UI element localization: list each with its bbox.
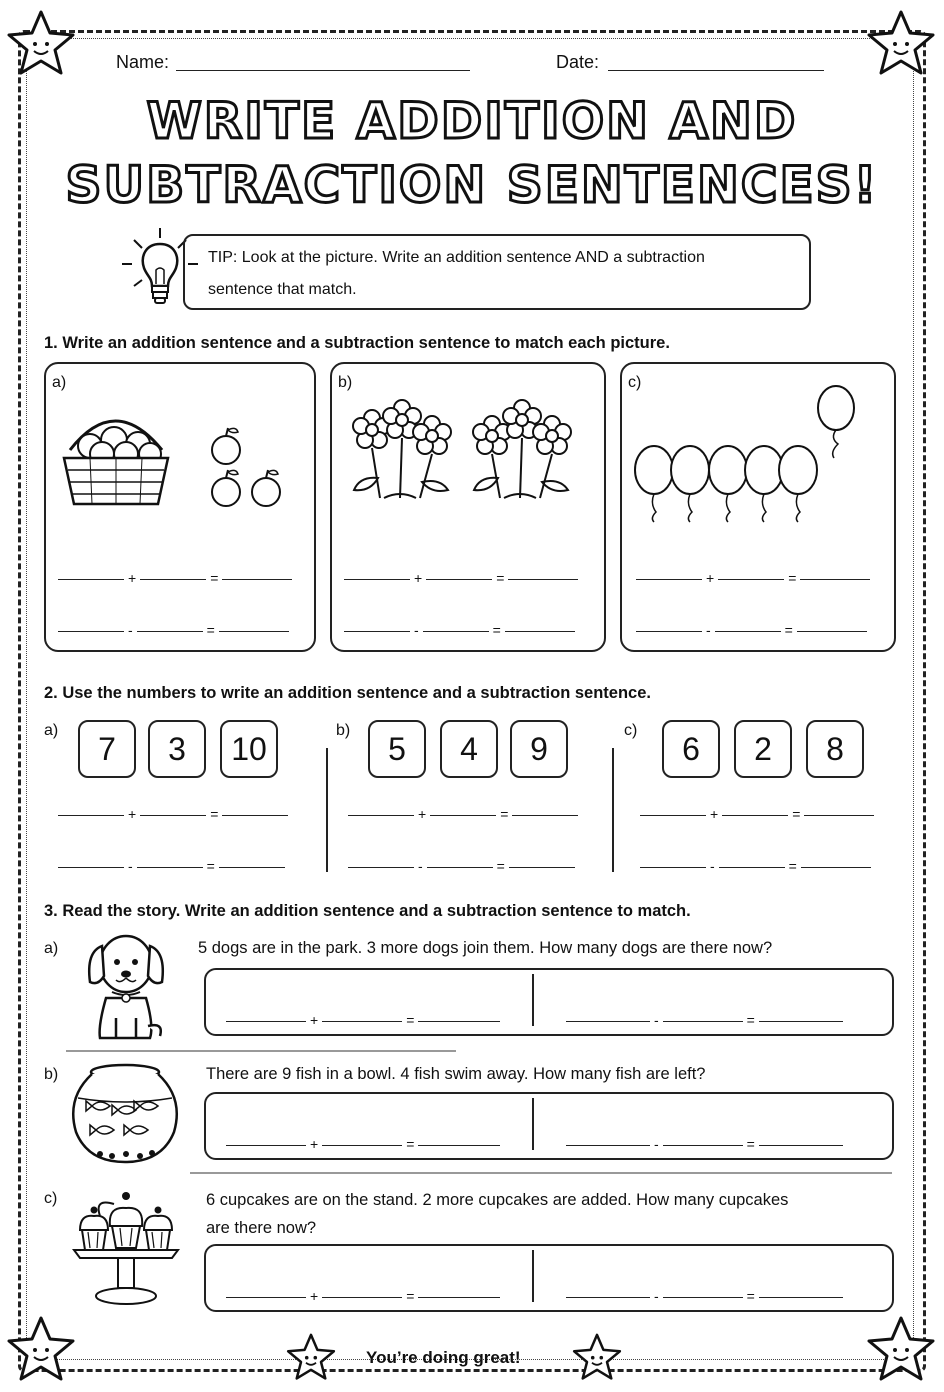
divider — [532, 1250, 534, 1302]
minus-sign: - — [418, 858, 423, 874]
date-label: Date: — [556, 52, 600, 72]
plus-sign: + — [310, 1012, 319, 1028]
footer-message: You’re doing great! — [366, 1348, 521, 1367]
answer-blank[interactable] — [140, 578, 206, 580]
star-icon — [6, 1314, 76, 1384]
subtraction-sentence — [344, 616, 575, 638]
answer-blank[interactable] — [418, 1020, 500, 1022]
plus-sign: + — [128, 806, 137, 822]
answer-blank[interactable] — [715, 630, 781, 632]
equals-sign: = — [406, 1012, 415, 1028]
number-card: 6 — [662, 720, 720, 778]
name-field[interactable] — [176, 70, 470, 71]
answer-blank[interactable] — [797, 630, 867, 632]
answer-blank[interactable] — [222, 578, 292, 580]
plus-sign: + — [710, 806, 719, 822]
story-text-line2: are there now? — [206, 1219, 317, 1237]
answer-blank[interactable] — [219, 866, 285, 868]
answer-blank[interactable] — [663, 1296, 743, 1298]
q2-group-label: a) — [44, 722, 59, 739]
answer-blank[interactable] — [348, 866, 414, 868]
equals-sign: = — [746, 1288, 755, 1304]
answer-blank[interactable] — [800, 578, 870, 580]
equals-sign: = — [406, 1136, 415, 1152]
fishbowl-icon — [70, 1058, 180, 1166]
number-card: 3 — [148, 720, 206, 778]
answer-blank[interactable] — [58, 866, 124, 868]
answer-blank[interactable] — [505, 630, 575, 632]
answer-blank[interactable] — [58, 630, 124, 632]
number-card: 2 — [734, 720, 792, 778]
answer-blank[interactable] — [722, 814, 788, 816]
star-icon — [6, 8, 76, 78]
answer-blank[interactable] — [663, 1144, 743, 1146]
answer-blank[interactable] — [719, 866, 785, 868]
minus-sign: - — [128, 622, 133, 638]
number-card: 8 — [806, 720, 864, 778]
question-3-heading: 3. Read the story. Write an addition sentence and a subtraction sentence to match. — [44, 902, 691, 920]
addition-sentence — [226, 1130, 500, 1152]
answer-blank[interactable] — [58, 814, 124, 816]
subtraction-sentence — [636, 616, 867, 638]
story-text: 6 cupcakes are on the stand. 2 more cupcakes are added. How many cupcakes — [206, 1191, 789, 1209]
answer-blank[interactable] — [804, 814, 874, 816]
q2-group-label: c) — [624, 722, 638, 739]
equals-sign: = — [496, 858, 505, 874]
addition-sentence — [226, 1006, 500, 1028]
subtraction-sentence — [566, 1130, 843, 1152]
addition-sentence — [348, 800, 578, 822]
equals-sign: = — [206, 858, 215, 874]
minus-sign: - — [414, 622, 419, 638]
answer-blank[interactable] — [58, 578, 124, 580]
answer-blank[interactable] — [566, 1296, 650, 1298]
divider — [326, 748, 328, 872]
answer-blank[interactable] — [566, 1144, 650, 1146]
equals-sign: = — [746, 1012, 755, 1028]
answer-blank[interactable] — [426, 578, 492, 580]
answer-blank[interactable] — [718, 578, 784, 580]
number-card: 4 — [440, 720, 498, 778]
minus-sign: - — [654, 1012, 659, 1028]
number-card: 5 — [368, 720, 426, 778]
addition-sentence — [58, 564, 292, 586]
apple-basket-icon — [60, 402, 296, 520]
q1-panel-label: a) — [52, 374, 67, 391]
answer-blank[interactable] — [226, 1144, 306, 1146]
divider — [532, 974, 534, 1026]
answer-blank[interactable] — [759, 1296, 843, 1298]
q1-panel-label: c) — [628, 374, 642, 391]
subtraction-sentence — [566, 1282, 843, 1304]
answer-blank[interactable] — [344, 630, 410, 632]
equals-sign: = — [406, 1288, 415, 1304]
story-text: There are 9 fish in a bowl. 4 fish swim away. How many fish are left? — [206, 1065, 706, 1083]
equals-sign: = — [788, 858, 797, 874]
number-card: 7 — [78, 720, 136, 778]
dog-icon — [84, 926, 168, 1044]
star-icon — [866, 8, 936, 78]
subtraction-sentence — [348, 852, 575, 874]
answer-blank[interactable] — [636, 578, 702, 580]
answer-blank[interactable] — [348, 814, 414, 816]
addition-sentence — [226, 1282, 500, 1304]
plus-sign: + — [414, 570, 423, 586]
plus-sign: + — [418, 806, 427, 822]
number-card: 9 — [510, 720, 568, 778]
addition-sentence — [640, 800, 874, 822]
story-text: 5 dogs are in the park. 3 more dogs join them. How many dogs are there now? — [198, 939, 773, 957]
star-icon — [572, 1332, 622, 1382]
answer-blank[interactable] — [759, 1144, 843, 1146]
addition-sentence — [344, 564, 578, 586]
plus-sign: + — [128, 570, 137, 586]
page-title-line1: WRITE ADDITION AND — [146, 92, 798, 150]
plus-sign: + — [310, 1288, 319, 1304]
star-icon — [286, 1332, 336, 1382]
answer-blank[interactable] — [640, 814, 706, 816]
subtraction-sentence — [58, 616, 289, 638]
separator — [66, 1050, 456, 1052]
equals-sign: = — [496, 570, 505, 586]
subtraction-sentence — [640, 852, 871, 874]
answer-blank[interactable] — [219, 630, 289, 632]
addition-sentence — [636, 564, 870, 586]
answer-blank[interactable] — [137, 866, 203, 868]
page-title-line2: SUBTRACTION SENTENCES! — [65, 156, 879, 214]
answer-blank[interactable] — [801, 866, 871, 868]
number-card: 10 — [220, 720, 278, 778]
equals-sign: = — [784, 622, 793, 638]
answer-blank[interactable] — [759, 1020, 843, 1022]
tip-text-line2: sentence that match. — [208, 281, 357, 298]
date-field[interactable] — [608, 70, 824, 71]
q1-panel-label: b) — [338, 374, 353, 391]
plus-sign: + — [310, 1136, 319, 1152]
equals-sign: = — [210, 806, 219, 822]
minus-sign: - — [706, 622, 711, 638]
star-icon — [866, 1314, 936, 1384]
answer-blank[interactable] — [140, 814, 206, 816]
equals-sign: = — [492, 622, 501, 638]
plus-sign: + — [706, 570, 715, 586]
equals-sign: = — [210, 570, 219, 586]
answer-blank[interactable] — [418, 1296, 500, 1298]
answer-blank[interactable] — [322, 1144, 402, 1146]
equals-sign: = — [206, 622, 215, 638]
answer-blank[interactable] — [322, 1020, 402, 1022]
flowers-icon — [344, 398, 588, 522]
minus-sign: - — [654, 1288, 659, 1304]
divider — [612, 748, 614, 872]
subtraction-sentence — [58, 852, 285, 874]
answer-blank[interactable] — [509, 866, 575, 868]
cupcakes-icon — [70, 1184, 182, 1312]
equals-sign: = — [792, 806, 801, 822]
lightbulb-icon — [120, 226, 192, 310]
subtraction-sentence — [566, 1006, 843, 1028]
q3-story-label: a) — [44, 940, 59, 957]
minus-sign: - — [128, 858, 133, 874]
answer-blank[interactable] — [508, 578, 578, 580]
answer-blank[interactable] — [430, 814, 496, 816]
answer-blank[interactable] — [137, 630, 203, 632]
q3-story-label: c) — [44, 1190, 58, 1207]
answer-blank[interactable] — [427, 866, 493, 868]
equals-sign: = — [746, 1136, 755, 1152]
minus-sign: - — [710, 858, 715, 874]
equals-sign: = — [500, 806, 509, 822]
question-2-heading: 2. Use the numbers to write an addition sentence and a subtraction sentence. — [44, 684, 651, 702]
addition-sentence — [58, 800, 288, 822]
tip-text-line1: TIP: Look at the picture. Write an addition sentence AND a subtraction — [208, 249, 705, 266]
answer-blank[interactable] — [222, 814, 288, 816]
answer-blank[interactable] — [423, 630, 489, 632]
answer-blank[interactable] — [663, 1020, 743, 1022]
q3-story-label: b) — [44, 1066, 59, 1083]
answer-blank[interactable] — [512, 814, 578, 816]
balloons-icon — [630, 380, 870, 526]
equals-sign: = — [788, 570, 797, 586]
answer-blank[interactable] — [636, 630, 702, 632]
question-1-heading: 1. Write an addition sentence and a subtraction sentence to match each picture. — [44, 334, 670, 352]
separator — [190, 1172, 892, 1174]
name-label: Name: — [116, 52, 170, 72]
q2-group-label: b) — [336, 722, 351, 739]
answer-blank[interactable] — [418, 1144, 500, 1146]
answer-blank[interactable] — [344, 578, 410, 580]
answer-blank[interactable] — [566, 1020, 650, 1022]
divider — [532, 1098, 534, 1150]
answer-blank[interactable] — [226, 1020, 306, 1022]
answer-blank[interactable] — [226, 1296, 306, 1298]
answer-blank[interactable] — [322, 1296, 402, 1298]
minus-sign: - — [654, 1136, 659, 1152]
answer-blank[interactable] — [640, 866, 706, 868]
